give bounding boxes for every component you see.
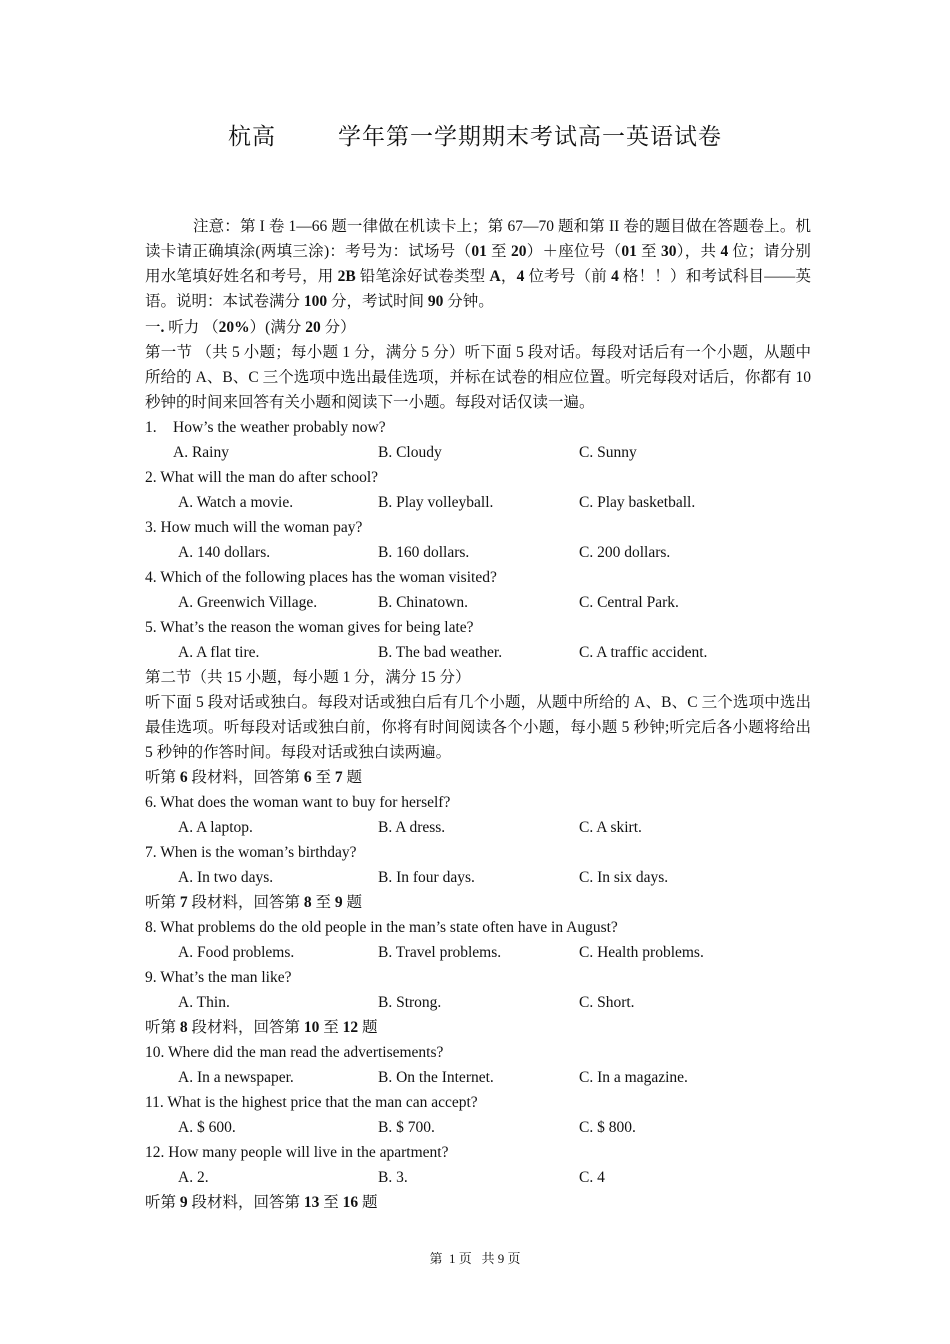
question-2: 2. What will the man do after school? — [145, 469, 379, 486]
notice-text: 至 — [486, 243, 511, 260]
part-bold: 20% — [218, 319, 250, 336]
notice-bold: 30 — [660, 243, 677, 260]
option-c: C. 4 — [579, 1169, 605, 1186]
question-11-options — [145, 1115, 811, 1140]
material-8-heading — [145, 1015, 811, 1040]
option-b: B. In four days. — [378, 869, 475, 886]
part-text: 一 — [145, 319, 161, 336]
section1-heading: 第一节 （共 5 小题；每小题 1 分，满分 5 分）听下面 5 段对话。每段对话后有一个小题，从题中所给的 A、B、C 三个选项中选出最佳选项，并标在试卷的相应位置。听完每段对话后，你都有 10 秒钟的时间来回答有关小题和阅读下一小题。每段对话仅读一遍。 — [145, 344, 811, 411]
option-b: B. 3. — [378, 1169, 408, 1186]
option-a: A. 140 dollars. — [178, 544, 271, 561]
question-11: 11. What is the highest price that the man can accept? — [145, 1094, 478, 1111]
question-number: 1. — [145, 419, 157, 436]
notice-bold: A — [489, 268, 501, 285]
option-a: A. Greenwich Village. — [178, 594, 318, 611]
option-c: C. Play basketball. — [579, 494, 696, 511]
material-9-heading — [145, 1190, 811, 1215]
option-b: B. Travel problems. — [378, 944, 502, 961]
question-12-options — [145, 1165, 811, 1190]
material-text: 题 — [342, 769, 363, 786]
exam-title — [0, 118, 950, 151]
question-1-options — [145, 440, 811, 465]
notice-text: 注意：第 I 卷 1—66 题一律做在机读卡上；第 67—70 题和第 II 卷的题目做在答题卷上。机读卡请正确填涂(两填三涂)：考号为：试场号（ — [145, 218, 811, 260]
material-bold: 13 — [303, 1194, 320, 1211]
option-c: C. In six days. — [579, 869, 669, 886]
question-9: 9. What’s the man like? — [145, 969, 292, 986]
notice-bold: 4 — [720, 243, 729, 260]
notice-bold: 20 — [510, 243, 527, 260]
option-c: C. A traffic accident. — [579, 644, 708, 661]
material-text: 听第 — [145, 1019, 180, 1036]
section2-heading: 第二节（共 15 小题，每小题 1 分，满分 15 分） — [145, 669, 471, 686]
material-bold: 7 — [334, 769, 343, 786]
material-text: 题 — [342, 894, 363, 911]
notice-bold: 100 — [303, 293, 328, 310]
option-b: B. Play volleyball. — [378, 494, 494, 511]
material-text: 听第 — [145, 769, 180, 786]
notice-text: 格！！）和考试科目——英语。说明：本试卷满分 — [145, 268, 811, 310]
material-text: 段材料，回答第 — [187, 894, 304, 911]
option-c: C. 200 dollars. — [579, 544, 671, 561]
notice-bold: 4 — [516, 268, 525, 285]
material-bold: 16 — [342, 1194, 359, 1211]
material-6-heading — [145, 765, 811, 790]
option-b: B. A dress. — [378, 819, 446, 836]
notice-text: 分钟。 — [443, 293, 494, 310]
option-c: C. A skirt. — [579, 819, 642, 836]
notice-text: 分，考试时间 — [327, 293, 428, 310]
question-3: 3. How much will the woman pay? — [145, 519, 363, 536]
option-b: B. Chinatown. — [378, 594, 468, 611]
part-bold: . — [160, 319, 169, 336]
title-exam-name: 学年第一学期期末考试高一英语试卷 — [338, 124, 722, 150]
option-c: C. In a magazine. — [579, 1069, 688, 1086]
notice-bold: 2B — [337, 268, 356, 285]
question-8: 8. What problems do the old people in the man’s state often have in August? — [145, 919, 618, 936]
material-text: 段材料，回答第 — [187, 1019, 304, 1036]
option-a: A. A laptop. — [178, 819, 253, 836]
part-text: ）(满分 — [249, 319, 306, 336]
question-10-options — [145, 1065, 811, 1090]
option-a: A. Watch a movie. — [178, 494, 294, 511]
material-text: 题 — [358, 1019, 378, 1036]
exam-notice — [145, 214, 811, 314]
question-4: 4. Which of the following places has the woman visited? — [145, 569, 497, 586]
option-b: B. Cloudy — [378, 444, 442, 461]
material-text: 题 — [358, 1194, 378, 1211]
question-2-options — [145, 490, 811, 515]
notice-bold: 4 — [611, 268, 619, 285]
option-a: A. Food problems. — [178, 944, 295, 961]
material-text: 至 — [319, 1019, 343, 1036]
page-footer: 第 1 页 共 9 页 — [429, 1251, 521, 1266]
material-7-heading — [145, 890, 811, 915]
notice-text: 位考号（前 — [524, 268, 612, 285]
option-a: A. $ 600. — [178, 1119, 236, 1136]
notice-text: ），共 — [676, 243, 721, 260]
option-c: C. Health problems. — [579, 944, 704, 961]
material-bold: 9 — [179, 1194, 188, 1211]
question-9-options — [145, 990, 811, 1015]
material-bold: 6 — [179, 769, 188, 786]
part-heading-listening — [145, 315, 811, 340]
part-bold: 20 — [305, 319, 321, 336]
notice-text: ）＋座位号（ — [526, 243, 622, 260]
question-7-options — [145, 865, 811, 890]
material-bold: 9 — [334, 894, 343, 911]
question-3-options — [145, 540, 811, 565]
material-text: 至 — [311, 769, 335, 786]
material-text: 段材料，回答第 — [187, 769, 304, 786]
question-7: 7. When is the woman’s birthday? — [145, 844, 357, 861]
option-c: C. Short. — [579, 994, 635, 1011]
notice-text: 铅笔涂好试卷类型 — [355, 268, 490, 285]
material-text: 听第 — [145, 1194, 180, 1211]
material-bold: 7 — [179, 894, 188, 911]
material-bold: 8 — [303, 894, 312, 911]
material-bold: 10 — [303, 1019, 320, 1036]
material-text: 段材料，回答第 — [187, 1194, 304, 1211]
notice-text: 至 — [636, 243, 661, 260]
option-c: C. Sunny — [579, 444, 637, 461]
option-b: B. The bad weather. — [378, 644, 503, 661]
material-bold: 8 — [179, 1019, 188, 1036]
section2-instructions: 听下面 5 段对话或独白。每段对话或独白后有几个小题，从题中所给的 A、B、C 三个选项中选出最佳选项。听每段对话或独白前，你将有时间阅读各个小题，每小题 5 秒钟;听完后各小题将给出 5 秒钟的作答时间。每段对话或独白读两遍。 — [145, 694, 811, 761]
question-4-options — [145, 590, 811, 615]
option-c: C. $ 800. — [579, 1119, 636, 1136]
option-c: C. Central Park. — [579, 594, 679, 611]
notice-bold: 90 — [427, 293, 444, 310]
material-text: 听第 — [145, 894, 180, 911]
question-text: How’s the weather probably now? — [173, 419, 386, 436]
part-text: 分） — [320, 319, 356, 336]
question-5-options — [145, 640, 811, 665]
option-b: B. 160 dollars. — [378, 544, 470, 561]
part-text: 听力 （ — [168, 319, 219, 336]
notice-text: 位；请分别用水笔填好姓名和考号，用 — [145, 243, 811, 285]
option-b: B. $ 700. — [378, 1119, 435, 1136]
question-5: 5. What’s the reason the woman gives for being late? — [145, 619, 474, 636]
material-text: 至 — [311, 894, 335, 911]
material-bold: 6 — [303, 769, 312, 786]
option-b: B. Strong. — [378, 994, 442, 1011]
notice-bold: 01 — [471, 243, 487, 260]
question-6-options — [145, 815, 811, 840]
title-school: 杭高 — [228, 124, 276, 150]
option-a: A. A flat tire. — [178, 644, 260, 661]
notice-bold: 01 — [621, 243, 637, 260]
material-text: 至 — [319, 1194, 343, 1211]
option-a: A. In a newspaper. — [178, 1069, 294, 1086]
option-a: A. 2. — [178, 1169, 209, 1186]
material-bold: 12 — [342, 1019, 359, 1036]
option-b: B. On the Internet. — [378, 1069, 494, 1086]
option-a: A. In two days. — [178, 869, 274, 886]
question-1 — [145, 415, 811, 440]
question-12: 12. How many people will live in the apartment? — [145, 1144, 449, 1161]
question-10: 10. Where did the man read the advertisements? — [145, 1044, 444, 1061]
option-a: A. Thin. — [178, 994, 230, 1011]
question-8-options — [145, 940, 811, 965]
question-6: 6. What does the woman want to buy for herself? — [145, 794, 451, 811]
option-a: A. Rainy — [173, 444, 229, 461]
exam-content — [145, 315, 811, 1215]
notice-text: ， — [500, 268, 517, 285]
